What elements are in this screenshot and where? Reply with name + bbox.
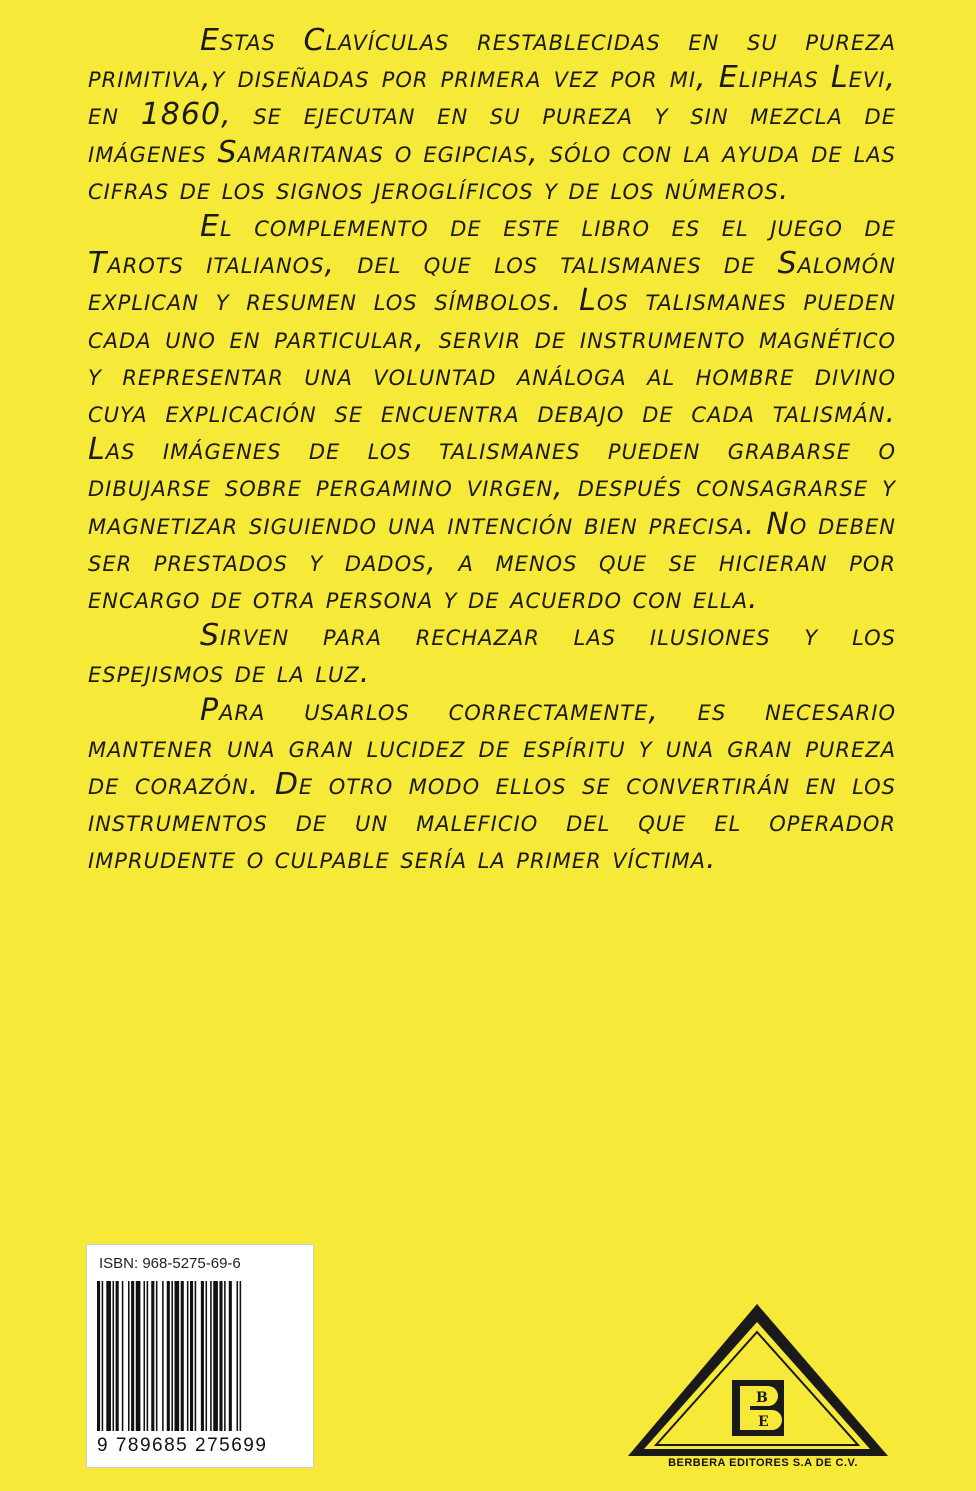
barcode-digits: 9 789685 275699 xyxy=(97,1435,268,1456)
isbn-barcode-box xyxy=(86,1244,314,1468)
back-cover-text xyxy=(88,22,896,878)
logo-letter-b: B xyxy=(756,1390,768,1406)
isbn-label: ISBN: 968-5275-69-6 xyxy=(99,1255,241,1272)
paragraph-3: Sirven para rechazar las ilusiones y los espejismos de la luz. xyxy=(88,618,896,691)
paragraph-2: El complemento de este libro es el juego de Tarots italianos, del que los talismanes de Salomón explican y resumen los símbolos. Los talismanes pueden cada uno en particular, servir de instrumento magnético y representar una voluntad análoga al hombre divino cuya explicación se encuentra debajo de cada talismán. Las imágenes de los talismanes pueden grabarse o dibujarse sobre pergamino virgen, después consagrarse y magnetizar siguiendo una intención bien precisa. No deben ser prestados y dados, a menos que se hicieran por encargo de otra persona y de acuerdo con ella. xyxy=(88,209,896,617)
publisher-name: BERBERA EDITORES S.A DE C.V. xyxy=(668,1457,858,1469)
publisher-logo-icon xyxy=(620,1300,894,1460)
paragraph-4: Para usarlos correctamente, es necesario mantener una gran lucidez de espíritu y una gran pureza de corazón. De otro modo ellos se convertirán en los instrumentos de un maleficio del que el operador imprudente o culpable sería la primer víctima. xyxy=(88,692,896,877)
paragraph-1: Estas Clavículas restablecidas en su pureza primitiva,y diseñadas por primera vez por mi, Eliphas Levi, en 1860, se ejecutan en su pureza y sin mezcla de imágenes Samaritanas o egipcias, sólo con la ayuda de las cifras de los signos jeroglíficos y de los números. xyxy=(88,23,896,207)
barcode-icon xyxy=(95,1281,305,1433)
logo-letter-e: E xyxy=(758,1414,769,1430)
